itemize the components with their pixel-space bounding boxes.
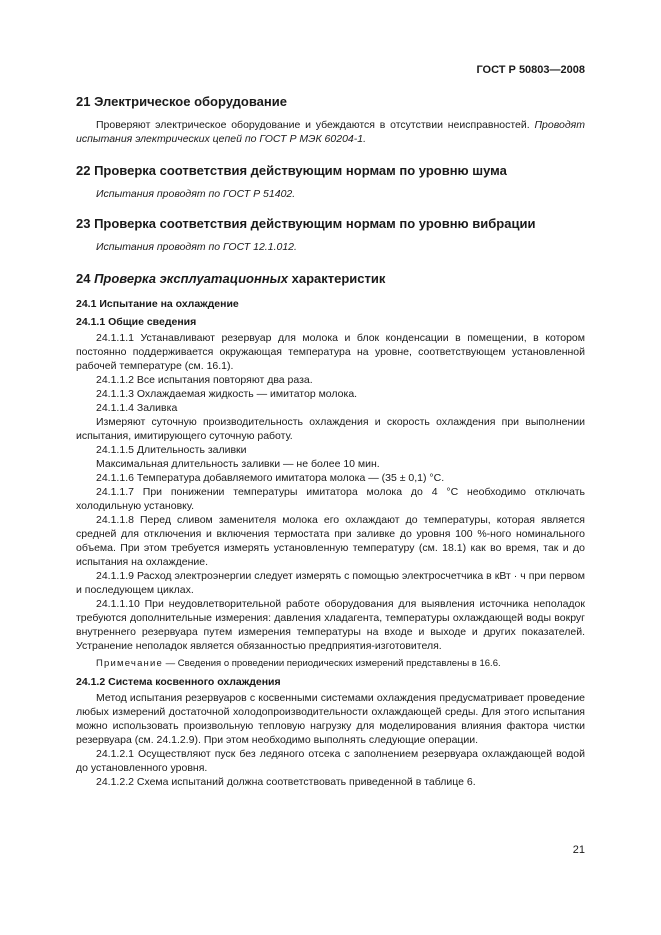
para-24-1-1-5: 24.1.1.5 Длительность заливки: [96, 444, 247, 456]
section-24-1-title: 24.1 Испытание на охлаждение: [76, 298, 239, 310]
section-22-title: 22 Проверка соответствия действующим нормам по уровню шума: [76, 163, 507, 178]
section-23-title: 23 Проверка соответствия действующим нормам по уровню вибрации: [76, 216, 536, 231]
section-24-1: [76, 298, 585, 789]
section-24-title: 24 Проверка эксплуатационных характеристик: [76, 271, 386, 286]
para-24-1-2-2: 24.1.2.2 Схема испытаний должна соответствовать приведенной в таблице 6.: [96, 776, 476, 788]
page-number: 21: [572, 844, 585, 856]
note-text: — Сведения о проведении периодических измерений представлены в 16.6.: [163, 658, 501, 669]
para-24-1-1-1: 24.1.1.1 Устанавливают резервуар для молока и блок конденсации в помещении, в котором постоянно поддерживается окружающая температура на уровне, соответствующем установленной рабочей температуре (см. 16.1).: [76, 332, 585, 372]
para-24-1-1-5-text: Максимальная длительность заливки — не более 10 мин.: [96, 458, 380, 470]
section-23: [76, 216, 585, 232]
section-21-body: [76, 118, 585, 146]
note-label: Примечание: [96, 658, 163, 669]
section-22-text: Испытания проводят по ГОСТ Р 51402.: [96, 188, 296, 200]
section-24-1-2-title: 24.1.2 Система косвенного охлаждения: [76, 676, 281, 688]
note: [76, 657, 585, 670]
section-22-body: [76, 187, 585, 201]
para-24-1-1-9: 24.1.1.9 Расход электроэнергии следует измерять с помощью электросчетчика в кВт · ч при первом и последующем циклах.: [76, 570, 585, 596]
section-24-1-1-title: 24.1.1 Общие сведения: [76, 316, 197, 328]
para-24-1-1-2: 24.1.1.2 Все испытания повторяют два раза.: [96, 374, 313, 386]
para-24-1-2-intro: Метод испытания резервуаров с косвенными системами охлаждения предусматривает проведение любых измерений достаточной холодопроизводительности охлаждающей среды. Для этого испытания можно использовать произвольную тепловую нагрузку для моделирования влияния фактора чистки резервуара (см. 24.1.2.9). При этом необходимо выполнять следующие операции.: [76, 692, 585, 746]
para-24-1-1-4-text: Измеряют суточную производительность охлаждения и скорость охлаждения при выполнении испытания, имитирующего суточную работу.: [76, 416, 585, 442]
section-21-text: Проверяют электрическое оборудование и убеждаются в отсутствии неисправностей. Проводят испытания электрических цепей по ГОСТ Р МЭК 60204-1.: [76, 119, 585, 145]
para-24-1-1-4: 24.1.1.4 Заливка: [96, 402, 178, 414]
section-24: [76, 271, 585, 287]
para-24-1-1-7: 24.1.1.7 При понижении температуры имитатора молока до 4 °С необходимо отключать холодильную установку.: [76, 486, 585, 512]
section-21: [76, 94, 585, 110]
section-23-text: Испытания проводят по ГОСТ 12.1.012.: [96, 241, 297, 253]
para-24-1-1-3: 24.1.1.3 Охлаждаемая жидкость — имитатор молока.: [96, 388, 358, 400]
document-header: ГОСТ Р 50803—2008: [476, 64, 585, 76]
para-24-1-1-6: 24.1.1.6 Температура добавляемого имитатора молока — (35 ± 0,1) °С.: [96, 472, 445, 484]
section-23-body: [76, 240, 585, 254]
para-24-1-1-10: 24.1.1.10 При неудовлетворительной работе оборудования для выявления источника неполадок требуются дополнительные измерения: давления хладагента, температуры охлаждающей воды вокруг внутреннего резервуара путем измерения температуры на входе и выходе и других показателей. Устранение неполадок является обязанностью предприятия-изготовителя.: [76, 598, 585, 652]
para-24-1-2-1: 24.1.2.1 Осуществляют пуск без ледяного отсека с заполнением резервуара охлаждающей водой до установленного уровня.: [76, 748, 585, 774]
section-21-title: 21 Электрическое оборудование: [76, 94, 287, 109]
section-22: [76, 163, 585, 179]
para-24-1-1-8: 24.1.1.8 Перед сливом заменителя молока его охлаждают до температуры, которая является средней для отключения и включения термостата при заливке до уровня 100 %-ного номинального объема. При этом требуется измерять установленную температуру (см. 18.1) как во время, так и до испытания на охлаждение.: [76, 514, 585, 568]
